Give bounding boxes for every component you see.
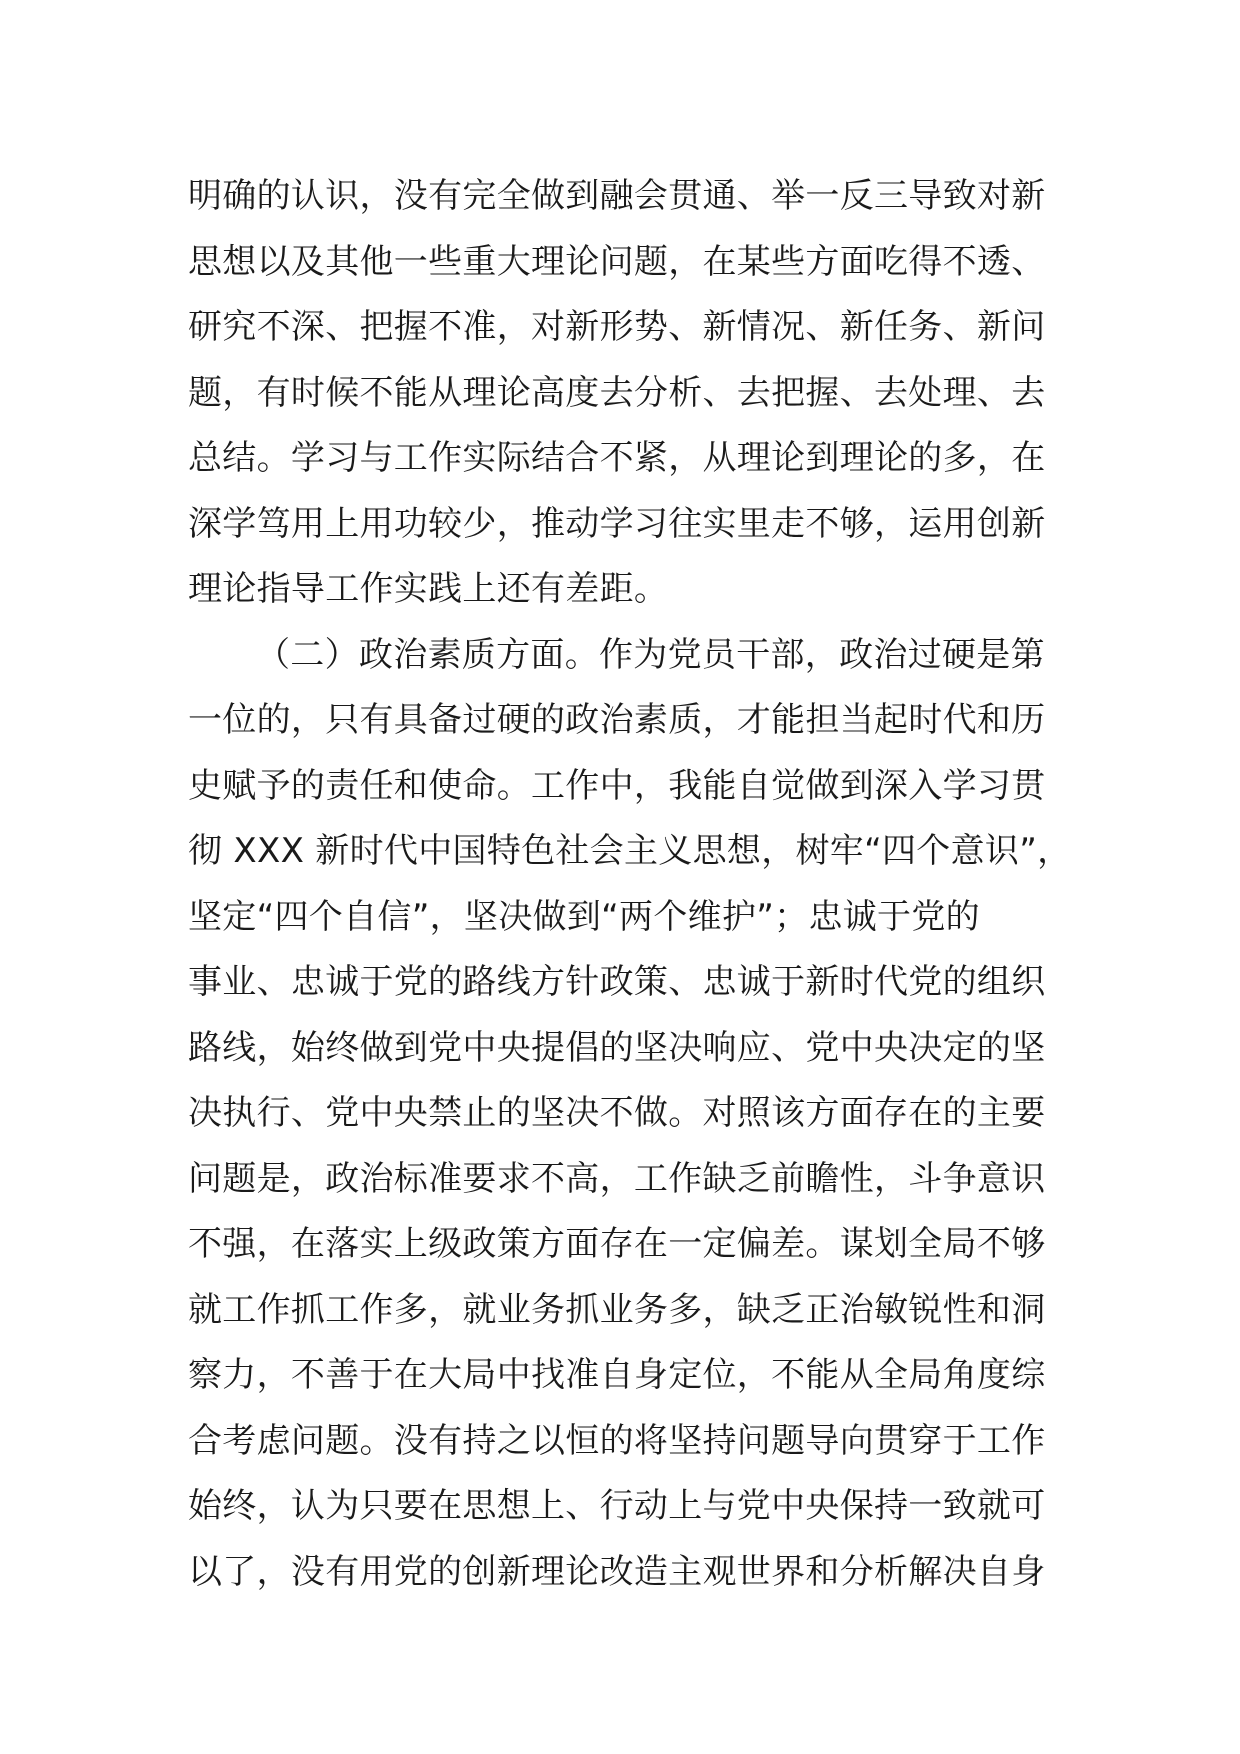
body-text [188, 164, 1072, 1605]
text-line: 决执行、党中央禁止的坚决不做。对照该方面存在的主要 [188, 1093, 1046, 1133]
text-line: 合考虑问题。没有持之以恒的将坚持问题导向贯穿于工作 [188, 1420, 1046, 1461]
text-line: 事业、忠诚于党的路线方针政策、忠诚于新时代党的组织 [188, 962, 1046, 1002]
text-line: 始终，认为只要在思想上、行动上与党中央保持一致就可 [188, 1486, 1046, 1526]
text-line: 理论指导工作实践上还有差距。 [188, 569, 669, 609]
text-line: 察力，不善于在大局中找准自身定位，不能从全局角度综 [188, 1355, 1046, 1395]
text-line: 明确的认识，没有完全做到融会贯通、举一反三导致对新 [188, 176, 1046, 216]
text-line: 以了，没有用党的创新理论改造主观世界和分析解决自身 [188, 1551, 1046, 1592]
text-line: 一位的，只有具备过硬的政治素质，才能担当起时代和历 [188, 700, 1046, 740]
text-line: 不强，在落实上级政策方面存在一定偏差。谋划全局不够 [188, 1224, 1046, 1264]
text-line: 坚定“四个自信”，坚决做到“两个维护”；忠诚于党的 [188, 896, 980, 937]
text-line: 问题是，政治标准要求不高，工作缺乏前瞻性，斗争意识 [188, 1158, 1046, 1199]
text-line: 路线，始终做到党中央提倡的坚决响应、党中央决定的坚 [188, 1027, 1046, 1068]
text-line: 研究不深、把握不准，对新形势、新情况、新任务、新问 [188, 307, 1046, 347]
text-line: 题，有时候不能从理论高度去分析、去把握、去处理、去 [188, 372, 1046, 413]
text-line: 史赋予的责任和使命。工作中，我能自觉做到深入学习贯 [188, 765, 1046, 806]
text-line: 就工作抓工作多，就业务抓业务多，缺乏正治敏锐性和洞 [188, 1289, 1046, 1330]
text-line: 总结。学习与工作实际结合不紧，从理论到理论的多，在 [188, 438, 1046, 478]
text-line: 深学笃用上用功较少，推动学习往实里走不够，运用创新 [188, 503, 1046, 544]
section-heading-line: （二）政治素质方面。作为党员干部，政治过硬是第 [256, 634, 1045, 675]
text-line: 彻 XXX 新时代中国特色社会主义思想，树牢“四个意识”， [188, 831, 1072, 871]
text-line: 思想以及其他一些重大理论问题，在某些方面吃得不透、 [188, 241, 1046, 282]
